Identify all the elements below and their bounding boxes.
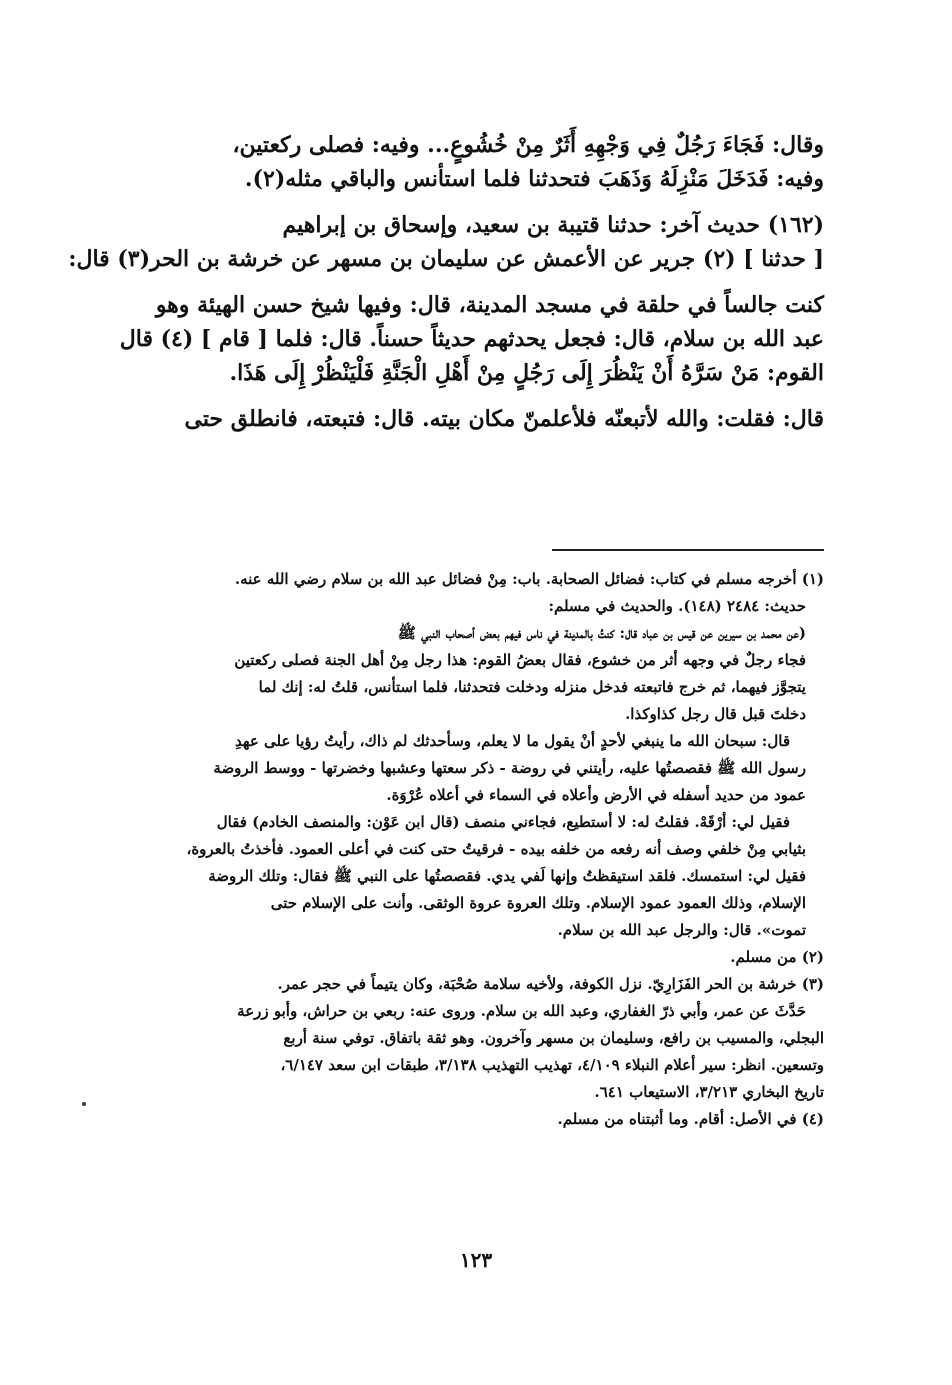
main-line: كنت جالساً في حلقة في مسجد المدينة، قال: وفيها شيخ حسن الهيئة وهو xyxy=(155,292,824,318)
footnote-line: قال: سبحان الله ما ينبغي لأحدٍ أنْ يقول ما لا يعلم، وسأحدثك لم ذاك، رأيتُ رؤيا على عهدِ xyxy=(235,732,790,750)
footnote-line: يتجوَّز فيهما، ثم خرج فاتبعته فدخل منزله ودخلت فتحدثنا، فلما استأنس، قلتُ له: إنك لما xyxy=(258,678,806,696)
footnote-line: دخلتَ قبل قال رجل كذاوكذا. xyxy=(625,705,806,723)
main-line: القوم: مَنْ سَرَّهُ أَنْ يَنْظُرَ إِلَى رَجُلٍ مِنْ أَهْلِ الْجَنَّةِ فَلْيَنْظُرْ إِلَى هَذَا. xyxy=(229,360,824,386)
footnote-line: وتسعين. انظر: سير أعلام النبلاء ٤/١٠٩، تهذيب التهذيب ٣/١٣٨، طبقات ابن سعد ٦/١٤٧، xyxy=(280,1056,824,1074)
footnote-line: تاريخ البخاري ٣/٢١٣، الاستيعاب ٦٤١. xyxy=(594,1083,824,1101)
main-line: قال: فقلت: والله لأتبعنّه فلأعلمنّ مكان بيته. قال: فتبعته، فانطلق حتى xyxy=(184,406,824,432)
footnote-separator xyxy=(552,549,824,551)
main-line: وفيه: فَدَخَلَ مَنْزِلَهُ وَذَهَبَ فتحدثنا فلما استأنس والباقي مثله(٢). xyxy=(244,166,824,192)
main-line: [ حدثنا ] (٢) جرير عن الأعمش عن سليمان بن مسهر عن خرشة بن الحر(٣) قال: xyxy=(68,246,824,272)
footnote-line: البجلي، والمسيب بن رافع، وسليمان بن مسهر وآخرون. وهو ثقة باتفاق. توفي سنة أربع xyxy=(283,1029,824,1047)
footnote-line: فجاء رجلٌ في وجهه أثر من خشوع، فقال بعضُ القوم: هذا رجل مِنْ أهل الجنة فصلى ركعتين xyxy=(234,651,806,669)
footnote-line: عمود من حديد أسفله في الأرض وأعلاه في السماء في أعلاه عُرْوَة. xyxy=(386,786,806,804)
main-line: وقال: فَجَاءَ رَجُلٌ فِي وَجْهِهِ أَثَرٌ مِنْ خُشُوعٍ... وفيه: فصلى ركعتين، xyxy=(232,132,824,158)
footnote-line: حديث: ٢٤٨٤ (١٤٨). والحديث في مسلم: xyxy=(548,597,806,615)
footnotes xyxy=(120,566,824,1133)
page-number: ١٢٣ xyxy=(459,1248,493,1272)
footnote-line: (٣) خرشة بن الحر الفَزَارِيّ. نزل الكوفة، ولأخيه سلامة صُحْبَة، وكان يتيماً في حجر عمر. xyxy=(277,975,824,993)
footnote-line: تموت». قال: والرجل عبد الله بن سلام. xyxy=(557,921,806,939)
footnote-line: (عن محمد بن سيرين عن قيس بن عباد قال: كنتُ بالمدينة في ناس فيهم بعض أصحاب النبي ﷺ xyxy=(397,624,806,642)
footnote-line: فقيل لي: استمسك. فلقد استيقظتُ وإنها لَفي يدي. فقصصتُها على النبي ﷺ فقال: وتلك الروضة xyxy=(208,867,806,885)
main-line: عبد الله بن سلام، قال: فجعل يحدثهم حديثاً حسناً. قال: فلما [ قام ] (٤) قال xyxy=(119,326,824,352)
footnote-line: (٢) من مسلم. xyxy=(730,948,824,966)
footnote-line: بثيابي مِنْ خلفي وصف أنه رفعه من خلفه بيده - فرقيتُ حتى كنت في أعلى العمود. فأخذتُ بالعروة، xyxy=(186,840,806,858)
footnote-line: (٤) في الأصل: أقام. وما أثبتناه من مسلم. xyxy=(557,1110,824,1128)
footnote-line: فقيل لي: أرْقَهْ. فقلتُ له: لا أستطيع، فجاءني منصف (قال ابن عَوْن: والمنصف الخادم) فقال xyxy=(216,813,790,831)
footnote-line: رسول الله ﷺ فقصصتُها عليه، رأيتني في روضة - ذكر سعتها وعشبها وخضرتها - ووسط الروضة xyxy=(213,759,806,777)
hadith-heading-line: (١٦٢) حديث آخر: حدثنا قتيبة بن سعيد، وإسحاق بن إبراهيم xyxy=(282,212,824,238)
footnote-line: حَدَّثَ عن عمر، وأبي ذرّ الغفاري، وعبد الله بن سلام. وروى عنه: ربعي بن حراش، وأبو زرعة xyxy=(237,1002,806,1020)
footnote-line: الإسلام، وذلك العمود عمود الإسلام. وتلك العروة عروة الوثقى. وأنت على الإسلام حتى xyxy=(270,894,806,912)
main-text xyxy=(68,128,824,436)
scan-speck xyxy=(82,1102,86,1106)
footnote-line: (١) أخرجه مسلم في كتاب: فضائل الصحابة. باب: مِنْ فضائل عبد الله بن سلام رضي الله عنه. xyxy=(234,570,824,588)
